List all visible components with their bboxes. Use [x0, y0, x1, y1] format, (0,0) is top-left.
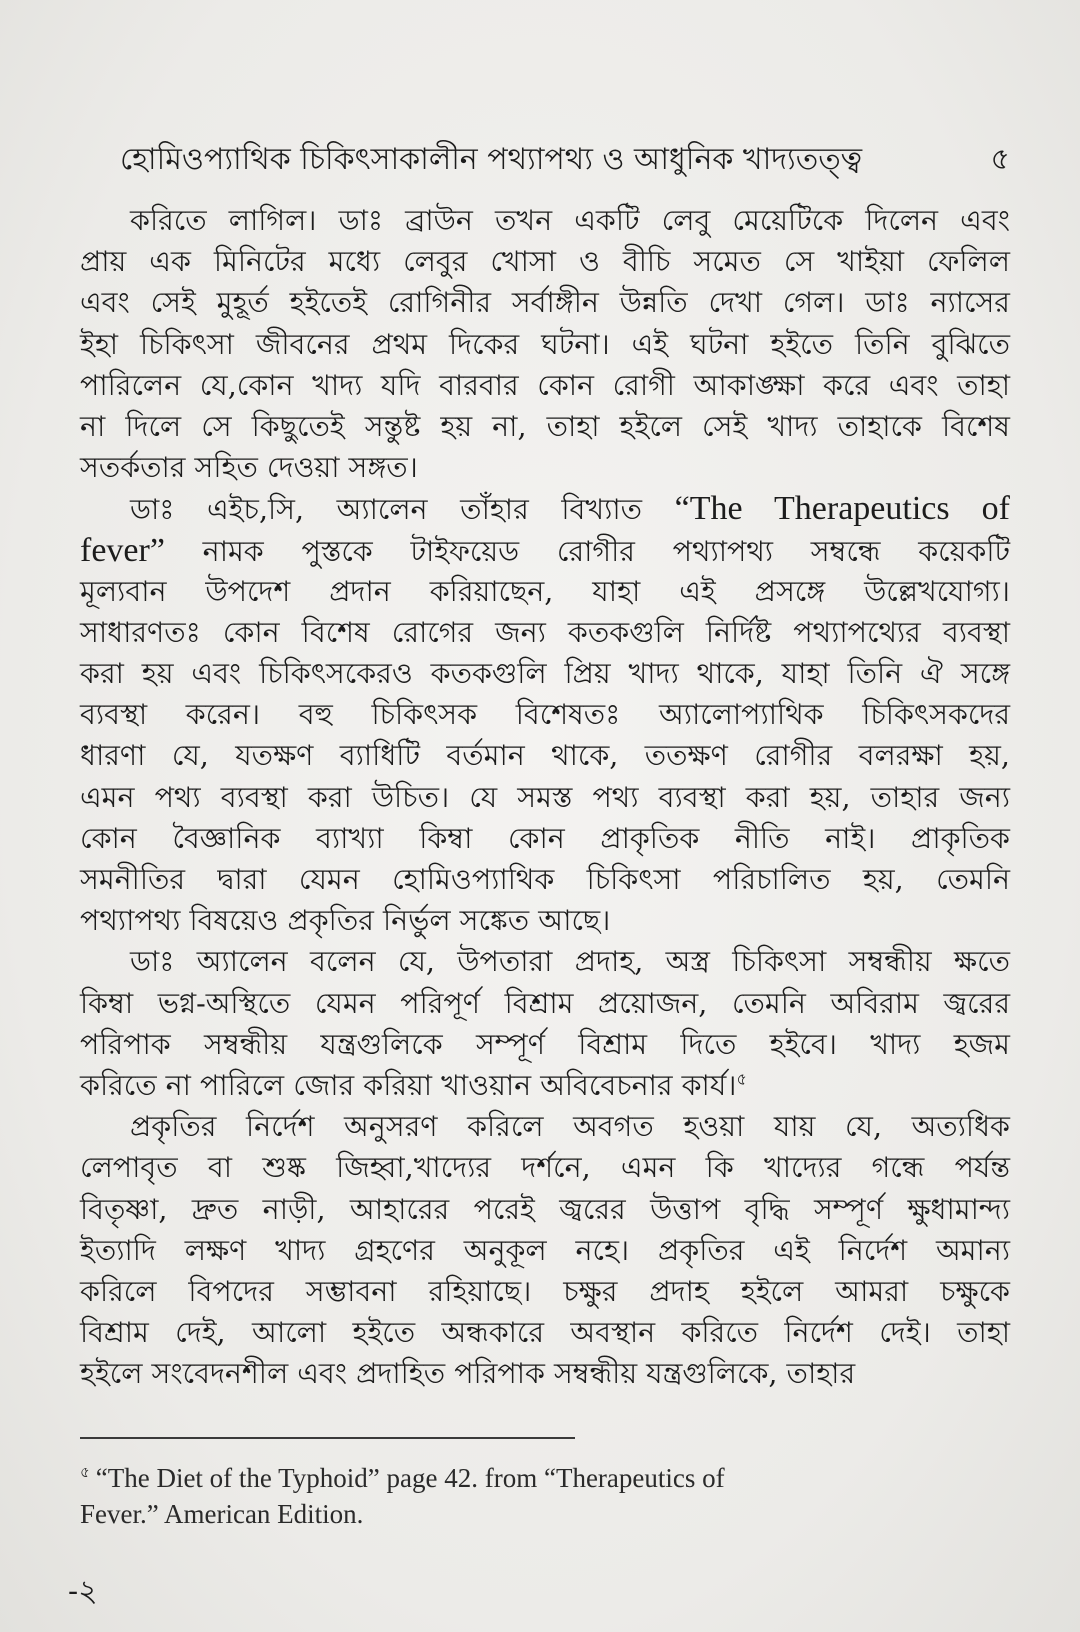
text-line	[80, 1024, 1010, 1065]
text-line	[80, 447, 1010, 488]
text-line	[80, 612, 1010, 653]
footnote-line-1: $^৫$ “The Diet of the Typhoid” page 42. from “Therapeutics of	[80, 1463, 725, 1493]
text-line	[80, 983, 1010, 1024]
text-line	[80, 859, 1010, 900]
text-line	[80, 571, 1010, 612]
line-text: এমন পথ্য ব্যবস্থা করা উচিত। যে সমস্ত পথ্য ব্যবস্থা করা হয়, তাহার জন্য	[80, 780, 1010, 814]
text-line	[80, 1065, 1010, 1106]
line-text: ডাঃ অ্যালেন বলেন যে, উপতারা প্রদাহ, অস্ত্র চিকিৎসা সম্বন্ধীয় ক্ষতে	[130, 945, 1010, 979]
latin-text: “The Therapeutics of	[674, 490, 1010, 528]
line-text: নামক পুস্তকে টাইফয়েড রোগীর পথ্যাপথ্য সম্বন্ধে কয়েকটি	[164, 534, 1010, 568]
footnote-reference: ৫	[736, 1069, 747, 1089]
line-text: সাধারণতঃ কোন বিশেষ রোগের জন্য কতকগুলি নির্দিষ্ট পথ্যাপথ্যের ব্যবস্থা	[80, 615, 1010, 649]
text-line	[80, 1106, 1010, 1147]
text-line	[80, 282, 1010, 323]
text-line	[80, 530, 1010, 571]
text-line	[80, 818, 1010, 859]
text-line	[80, 941, 1010, 982]
text-line	[80, 488, 1010, 529]
text-line	[80, 900, 1010, 941]
text-line	[80, 735, 1010, 776]
line-text: মূল্যবান উপদেশ প্রদান করিয়াছেন, যাহা এই প্রসঙ্গে উল্লেখযোগ্য।	[80, 574, 1010, 608]
text-line	[80, 1147, 1010, 1188]
line-text: ডাঃ এইচ,সি, অ্যালেন তাঁহার বিখ্যাত	[130, 493, 675, 527]
line-text: বিতৃষ্ণা, দ্রুত নাড়ী, আহারের পরেই জ্বরের উত্তাপ বৃদ্ধি সম্পূর্ণ ক্ষুধামান্দ্য	[80, 1192, 1010, 1226]
footnote-number: ৫	[80, 1465, 90, 1481]
line-text: সমনীতির দ্বারা যেমন হোমিওপ্যাথিক চিকিৎসা পরিচালিত হয়, তেমনি	[80, 863, 1010, 896]
line-text: ব্যবস্থা করেন। বহু চিকিৎসক বিশেষতঃ অ্যালোপ্যাথিক চিকিৎসকদের	[80, 698, 1010, 732]
text-line	[80, 324, 1010, 365]
text-line	[80, 1353, 1010, 1394]
line-text: সতর্কতার সহিত দেওয়া সঙ্গত।	[80, 451, 418, 485]
line-text: পথ্যাপথ্য বিষয়েও প্রকৃতির নির্ভুল সঙ্কেত আছে।	[80, 904, 611, 938]
line-text: হইলে সংবেদনশীল এবং প্রদাহিত পরিপাক সম্বন্ধীয় যন্ত্রগুলিকে, তাহার	[80, 1357, 856, 1391]
text-line	[80, 406, 1010, 447]
text-line	[80, 653, 1010, 694]
text-line	[80, 365, 1010, 406]
line-text: এবং সেই মুহূর্ত হইতেই রোগিনীর সর্বাঙ্গীন উন্নতি দেখা গেল। ডাঃ ন্যাসের	[80, 286, 1010, 320]
line-text: না দিলে সে কিছুতেই সন্তুষ্ট হয় না, তাহা হইলে সেই খাদ্য তাহাকে বিশেষ	[80, 409, 1010, 443]
line-text: কোন বৈজ্ঞানিক ব্যাখ্যা কিম্বা কোন প্রাকৃতিক নীতি নাই। প্রাকৃতিক	[80, 821, 1010, 855]
footnote-rule	[80, 1437, 575, 1439]
line-text: প্রায় এক মিনিটের মধ্যে লেবুর খোসা ও বীচি সমেত সে খাইয়া ফেলিল	[80, 245, 1010, 279]
text-line	[80, 1230, 1010, 1271]
body-text	[80, 200, 1010, 1394]
footnote-line-2: Fever.” American Edition.	[80, 1499, 364, 1529]
line-text: প্রকৃতির নির্দেশ অনুসরণ করিলে অবগত হওয়া যায় যে, অত্যধিক	[130, 1110, 1010, 1144]
text-line	[80, 1312, 1010, 1353]
text-line	[80, 694, 1010, 735]
line-text: বিশ্রাম দেই, আলো হইতে অন্ধকারে অবস্থান করিতে নির্দেশ দেই। তাহা	[80, 1316, 1010, 1350]
line-text: ধারণা যে, যতক্ষণ ব্যাধিটি বর্তমান থাকে, ততক্ষণ রোগীর বলরক্ষা হয়,	[80, 739, 1010, 773]
latin-text: fever”	[80, 531, 165, 569]
signature-mark: -২	[68, 1574, 98, 1609]
line-text: পারিলেন যে,কোন খাদ্য যদি বারবার কোন রোগী আকাঙ্ক্ষা করে এবং তাহা	[80, 368, 1010, 402]
text-line	[80, 777, 1010, 818]
line-text: করিতে লাগিল। ডাঃ ব্রাউন তখন একটি লেবু মেয়েটিকে দিলেন এবং	[130, 204, 1010, 237]
text-line	[80, 1189, 1010, 1230]
line-text: লেপাবৃত বা শুষ্ক জিহ্বা,খাদ্যের দর্শনে, এমন কি খাদ্যের গন্ধে পর্যন্ত	[80, 1151, 1010, 1185]
line-text: করিতে না পারিলে জোর করিয়া খাওয়ান অবিবেচনার কার্য।	[80, 1068, 737, 1102]
page-number: ৫	[990, 142, 1010, 177]
running-header: হোমিওপ্যাথিক চিকিৎসাকালীন পথ্যাপথ্য ও আধুনিক খাদ্যতত্ত্ব	[120, 142, 863, 177]
text-line	[80, 1271, 1010, 1312]
line-text: ইহা চিকিৎসা জীবনের প্রথম দিকের ঘটনা। এই ঘটনা হইতে তিনি বুঝিতে	[80, 327, 1010, 361]
line-text: ইত্যাদি লক্ষণ খাদ্য গ্রহণের অনুকূল নহে। প্রকৃতির এই নির্দেশ অমান্য	[80, 1233, 1010, 1267]
footnote	[80, 1460, 980, 1532]
line-text: করিলে বিপদের সম্ভাবনা রহিয়াছে। চক্ষুর প্রদাহ হইলে আমরা চক্ষুকে	[80, 1274, 1010, 1308]
line-text: কিম্বা ভগ্ন-অস্থিতে যেমন পরিপূর্ণ বিশ্রাম প্রয়োজন, তেমনি অবিরাম জ্বরের	[80, 986, 1010, 1020]
line-text: পরিপাক সম্বন্ধীয় যন্ত্রগুলিকে সম্পূর্ণ বিশ্রাম দিতে হইবে। খাদ্য হজম	[80, 1027, 1010, 1061]
text-line	[80, 241, 1010, 282]
text-line	[80, 200, 1010, 241]
line-text: করা হয় এবং চিকিৎসকেরও কতকগুলি প্রিয় খাদ্য থাকে, যাহা তিনি ঐ সঙ্গে	[80, 657, 1010, 691]
